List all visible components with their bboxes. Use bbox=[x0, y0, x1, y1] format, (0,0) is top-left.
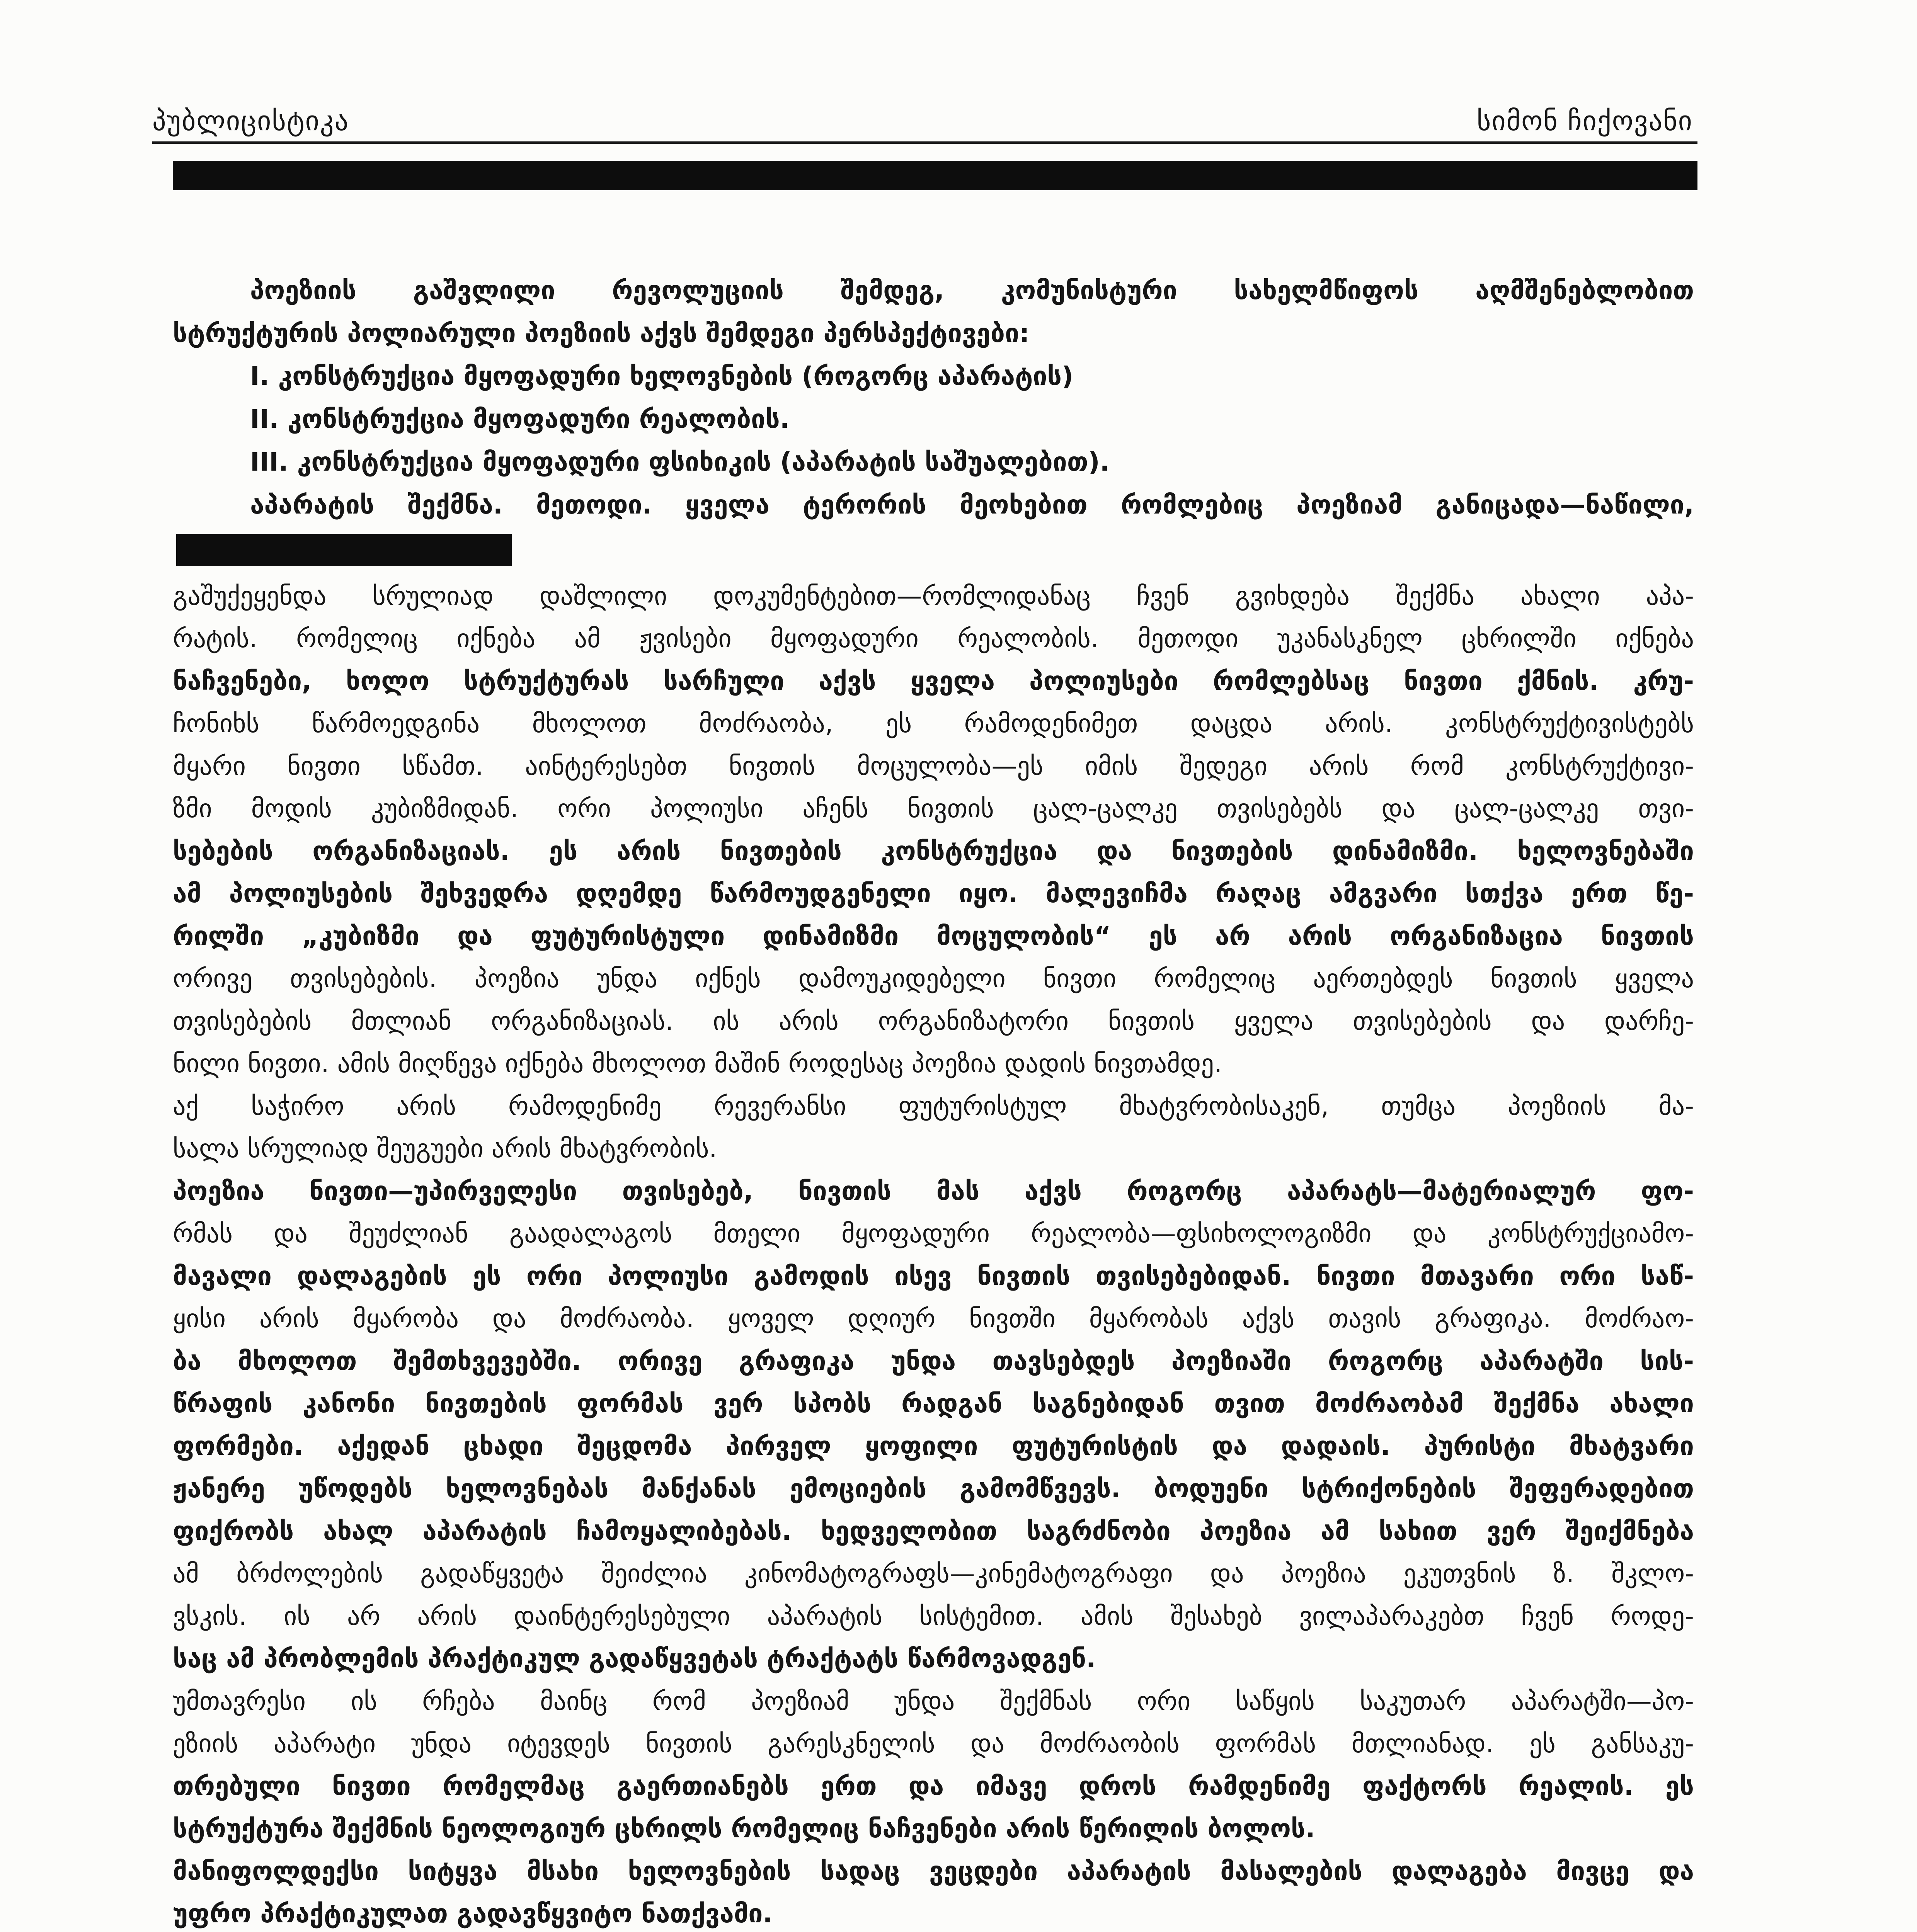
text-line bbox=[173, 1468, 1694, 1510]
text-line-content: ფიქრობს ახალ აპარატის ჩამოყალიბებას. ხედველობით საგრძნობი პოეზია ამ სახით ვერ შეიქმნება bbox=[173, 1516, 1694, 1546]
text-line-content: III. კონსტრუქცია მყოფადური ფსიხიკის (აპარატის საშუალებით). bbox=[250, 447, 1110, 477]
text-line-content: ჩონიხს წარმოედგინა მხოლოთ მოძრაობა, ეს რამოდენიმეთ დაცდა არის. კონსტრუქტივისტებს bbox=[173, 709, 1694, 738]
text-line-content: პოეზია ნივთი—უპირველესი თვისებებ, ნივთის მას აქვს როგორც აპარატს—მატერიალურ ფო- bbox=[173, 1176, 1694, 1206]
text-line-content: თვისებების მთლიან ორგანიზაციას. ის არის ორგანიზატორი ნივთის ყველა თვისებების და დარჩე- bbox=[173, 1006, 1694, 1036]
text-line bbox=[173, 1383, 1694, 1425]
text-line-content: რატის. რომელიც იქნება ამ ჟვისები მყოფადური რეალობის. მეთოდი უკანასკნელ ცხრილში იქნება bbox=[173, 624, 1694, 653]
main-text-block bbox=[173, 575, 1694, 1932]
text-line-content: მავალი დალაგების ეს ორი პოლიუსი გამოდის ისევ ნივთის თვისებებიდან. ნივთი მთავარი ორი საწ- bbox=[173, 1261, 1694, 1291]
text-line-content: პოეზიის გაშვლილი რევოლუციის შემდეგ, კომუნისტური სახელმწიფოს აღმშენებლობით bbox=[250, 276, 1694, 305]
text-line bbox=[173, 1850, 1694, 1893]
text-line bbox=[173, 1553, 1694, 1595]
text-line bbox=[173, 787, 1694, 830]
text-line-content: მანიფოლდექსი სიტყვა მსახი ხელოვნების სადაც ვეცდები აპარატის მასალების დალაგება მივცე და bbox=[173, 1856, 1694, 1886]
header-rule bbox=[152, 141, 1697, 144]
text-line bbox=[173, 440, 1694, 483]
text-line bbox=[173, 830, 1694, 872]
text-line bbox=[173, 1638, 1694, 1680]
text-line bbox=[173, 1765, 1694, 1808]
text-line-content: გაშუქეყენდა სრულიად დაშლილი დოკუმენტებით—რომლიდანაც ჩვენ გვიხდება შექმნა ახალი აპა- bbox=[173, 581, 1694, 611]
text-line-content: ეზიის აპარატი უნდა იტევდეს ნივთის გარესკნელის და მოძრაობის ფორმას მთლიანად. ეს განსაკუ- bbox=[173, 1729, 1694, 1759]
text-line-content: თრებული ნივთი რომელმაც გაერთიანებს ერთ და იმავე დროს რამდენიმე ფაქტორს რეალის. ეს bbox=[173, 1771, 1694, 1801]
text-line bbox=[173, 575, 1694, 617]
running-header-author: სიმონ ჩიქოვანი bbox=[1476, 105, 1693, 137]
text-line bbox=[173, 660, 1694, 702]
text-line-content: ვსკის. ის არ არის დაინტერესებული აპარატის სისტემით. ამის შესახებ ვილაპარაკებთ ჩვენ როდე- bbox=[173, 1601, 1694, 1631]
text-line bbox=[173, 1808, 1694, 1850]
text-line-content: სალა სრულიად შეუგუები არის მხატვრობის. bbox=[173, 1134, 717, 1163]
text-line-content: ზმი მოდის კუბიზმიდან. ორი პოლიუსი აჩენს ნივთის ცალ-ცალკე თვისებებს და ცალ-ცალკე თვი- bbox=[173, 794, 1694, 823]
text-line-content: ნილი ნივთი. ამის მიღწევა იქნება მხოლოთ მაშინ როდესაც პოეზია დადის ნივთამდე. bbox=[173, 1049, 1222, 1078]
text-line-content: უმთავრესი ის რჩება მაინც რომ პოეზიამ უნდა შექმნას ორი საწყის საკუთარ აპარატში—პო- bbox=[173, 1686, 1694, 1716]
text-line bbox=[173, 745, 1694, 787]
text-line-content: I. კონსტრუქცია მყოფადური ხელოვნების (როგორც აპარატის) bbox=[250, 361, 1074, 391]
intro-text-block bbox=[173, 269, 1694, 526]
text-line bbox=[173, 1425, 1694, 1468]
text-line bbox=[173, 1255, 1694, 1298]
text-line bbox=[173, 1340, 1694, 1383]
text-line-content: ნაჩვენები, ხოლო სტრუქტურას სარჩული აქვს ყველა პოლიუსები რომლებსაც ნივთი ქმნის. კრუ- bbox=[173, 666, 1694, 696]
text-line bbox=[173, 1043, 1694, 1085]
text-line bbox=[173, 1213, 1694, 1255]
text-line-content: სებების ორგანიზაციას. ეს არის ნივთების კონსტრუქცია და ნივთების დინამიზმი. ხელოვნებაში bbox=[173, 836, 1694, 866]
text-line bbox=[173, 1000, 1694, 1043]
text-line-content: სტრუქტურა შექმნის ნეოლოგიურ ცხრილს რომელიც ნაჩვენები არის წერილის ბოლოს. bbox=[173, 1814, 1315, 1844]
text-line-content: ბა მხოლოთ შემთხვევებში. ორივე გრაფიკა უნდა თავსებდეს პოეზიაში როგორც აპარატში სის- bbox=[173, 1346, 1694, 1376]
text-line-content: ამ ბრძოლების გადაწყვეტა შეიძლია კინომატოგრაფს—კინემატოგრაფი და პოეზია ეკუთვნის ზ. შკლო- bbox=[173, 1559, 1694, 1588]
text-line bbox=[173, 1085, 1694, 1128]
text-line-content: წრაფის კანონი ნივთების ფორმას ვერ სპობს რადგან საგნებიდან თვით მოძრაობამ შექმნა ახალი bbox=[173, 1389, 1694, 1418]
text-line bbox=[173, 483, 1694, 526]
text-line-content: რილში „კუბიზმი და ფუტურისტული დინამიზმი მოცულობის“ ეს არ არის ორგანიზაცია ნივთის bbox=[173, 921, 1694, 951]
text-line bbox=[173, 702, 1694, 745]
redaction-bar bbox=[176, 534, 512, 566]
text-line bbox=[173, 398, 1694, 440]
text-line bbox=[173, 1170, 1694, 1213]
text-line-content: ფორმები. აქედან ცხადი შეცდომა პირველ ყოფილი ფუტურისტის და დადაის. პურისტი მხატვარი bbox=[173, 1431, 1694, 1461]
text-line bbox=[173, 1298, 1694, 1340]
text-line bbox=[173, 355, 1694, 398]
text-line bbox=[173, 1680, 1694, 1723]
text-line bbox=[173, 269, 1694, 312]
text-line-content: სტრუქტურის პოლიარული პოეზიის აქვს შემდეგი პერსპექტივები: bbox=[173, 318, 1030, 348]
text-line bbox=[173, 957, 1694, 1000]
running-header-section: პუბლიცისტიკა bbox=[152, 105, 349, 137]
text-line-content: მყარი ნივთი სწამთ. აინტერესებთ ნივთის მოცულობა—ეს იმის შედეგი არის რომ კონსტრუქტივი- bbox=[173, 751, 1694, 781]
text-line-content: აქ საჭირო არის რამოდენიმე რევერანსი ფუტურისტულ მხატვრობისაკენ, თუმცა პოეზიის მა- bbox=[173, 1091, 1694, 1121]
text-line bbox=[173, 1595, 1694, 1638]
text-line bbox=[173, 1893, 1694, 1932]
text-line bbox=[173, 617, 1694, 660]
text-line-content: უფრო პრაქტიკულათ გადავწყვიტო ნათქვამი. bbox=[173, 1899, 773, 1929]
text-line bbox=[173, 1128, 1694, 1170]
text-line-content: ორივე თვისებების. პოეზია უნდა იქნეს დამოუკიდებელი ნივთი რომელიც აერთებდეს ნივთის ყველა bbox=[173, 964, 1694, 993]
text-line bbox=[173, 1510, 1694, 1553]
text-line bbox=[173, 312, 1694, 355]
text-line bbox=[173, 1723, 1694, 1765]
text-line-content: ამ პოლიუსების შეხვედრა დღემდე წარმოუდგენელი იყო. მალევიჩმა რაღაც ამგვარი სთქვა ერთ წე- bbox=[173, 879, 1694, 908]
text-line-content: საც ამ პრობლემის პრაქტიკულ გადაწყვეტას ტრაქტატს წარმოვადგენ. bbox=[173, 1644, 1096, 1673]
text-line bbox=[173, 915, 1694, 957]
text-line-content: ჟანერე უწოდებს ხელოვნებას მანქანას ემოციების გამომწვევს. ბოდუენი სტრიქონების შეფერადებით bbox=[173, 1474, 1694, 1503]
text-line-content: რმას და შეუძლიან გაადალაგოს მთელი მყოფადური რეალობა—ფსიხოლოგიზმი და კონსტრუქციამო- bbox=[173, 1219, 1694, 1248]
text-line-content: აპარატის შექმნა. მეთოდი. ყველა ტერორის მეოხებით რომლებიც პოეზიამ განიცადა—ნაწილი, bbox=[250, 490, 1694, 520]
text-line-content: II. კონსტრუქცია მყოფადური რეალობის. bbox=[250, 404, 790, 434]
header-black-bar bbox=[173, 161, 1697, 190]
text-line-content: ყისი არის მყარობა და მოძრაობა. ყოველ დღიურ ნივთში მყარობას აქვს თავის გრაფიკა. მოძრაო- bbox=[173, 1304, 1694, 1333]
text-line bbox=[173, 872, 1694, 915]
